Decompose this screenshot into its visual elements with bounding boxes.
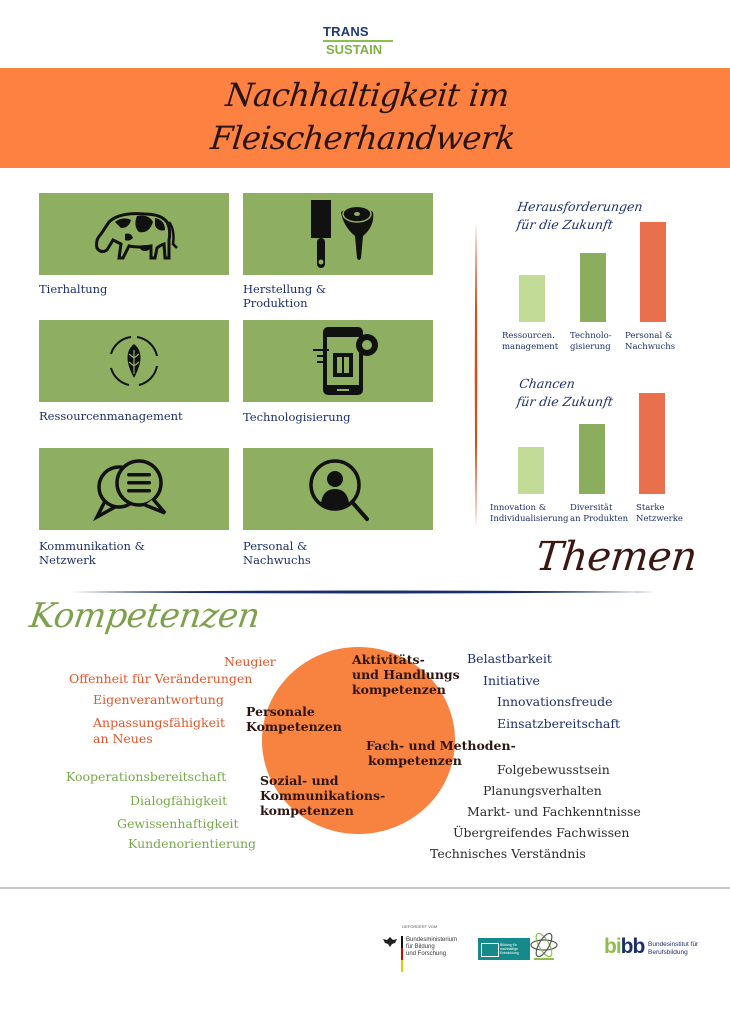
keyword: Planungsverhalten <box>483 783 602 798</box>
competences-heading: Kompetenzen <box>27 596 263 636</box>
keyword: Dialogfähigkeit <box>130 793 228 808</box>
chart-challenges-title <box>513 198 643 234</box>
category-line: und Handlungs <box>352 667 460 682</box>
tile-label-line: Nachwuchs <box>243 553 311 567</box>
tile-technologisierung <box>243 320 433 402</box>
themes-heading: Themen <box>533 534 699 580</box>
bar-label <box>570 503 628 525</box>
bar-label-line: Diversität <box>570 503 613 513</box>
leaf-cycle-icon <box>99 326 169 396</box>
logo-line1: TRANS <box>323 24 369 39</box>
tile-label-line: Herstellung & <box>243 282 327 296</box>
keyword: Technisches Verständnis <box>430 846 586 861</box>
bar-label-line: Innovation & <box>490 503 547 513</box>
category-subject <box>366 738 516 768</box>
bar-label-line: gisierung <box>570 342 611 352</box>
category-line: Kompetenzen <box>246 719 342 734</box>
title-line1: Nachhaltigkeit im <box>223 76 511 114</box>
bar-label-line: Technolo- <box>570 331 612 341</box>
tile-label-line: Personal & <box>243 539 308 553</box>
keyword: Anpassungsfähigkeit <box>93 715 226 730</box>
keyword: an Neues <box>93 731 153 746</box>
bar-technologisierung <box>580 253 606 322</box>
bar-label-line: Nachwuchs <box>625 342 676 352</box>
tile-label-tierhaltung <box>39 282 107 296</box>
page-title <box>0 74 730 160</box>
tile-label-line: Technologisierung <box>243 410 351 424</box>
chart-title-line: für die Zukunft <box>515 217 614 232</box>
category-line: Personale <box>246 704 315 719</box>
chart-title-line: für die Zukunft <box>515 394 614 409</box>
federal-eagle-icon <box>380 936 400 948</box>
bar-label-line: Starke <box>636 503 665 513</box>
funded-by-label: GEFÖRDERT VOM <box>402 924 438 929</box>
tile-label-herstellung <box>243 282 326 310</box>
bmbf-line: Bundesministerium <box>406 937 458 943</box>
tile-label-line: Netzwerk <box>39 553 96 567</box>
flag-bar <box>401 936 403 972</box>
category-line: Aktivitäts- <box>352 652 425 667</box>
keyword: Neugier <box>224 654 276 669</box>
category-social <box>260 773 385 818</box>
bmbf-text <box>406 937 457 958</box>
tile-label-ressourcenmanagement <box>39 409 183 423</box>
bne-logo <box>478 938 530 960</box>
atom-logo-icon <box>528 930 560 962</box>
tile-herstellung <box>243 193 433 275</box>
title-line2: Fleischerhandwerk <box>208 119 517 157</box>
tile-label-line: Tierhaltung <box>39 282 108 296</box>
tile-label-line: Ressourcenmanagement <box>39 409 183 423</box>
bar-label-line: Personal & <box>625 331 673 341</box>
category-line: kompetenzen <box>260 803 354 818</box>
bibb-text <box>648 941 698 956</box>
book-icon <box>481 943 499 957</box>
chart-opportunities-title <box>515 375 616 411</box>
cleaver-and-ham-icon <box>293 196 383 272</box>
category-line: kompetenzen <box>352 682 446 697</box>
tile-label-personal <box>243 539 311 567</box>
bar-diversitaet <box>579 424 605 494</box>
title-banner <box>0 68 730 168</box>
person-search-icon <box>293 451 383 527</box>
bne-line: nachhaltige <box>500 947 518 951</box>
bar-innovation <box>518 447 544 494</box>
bar-label-line: management <box>502 342 559 352</box>
bne-text <box>500 943 519 955</box>
tile-tierhaltung <box>39 193 229 275</box>
keyword: Markt- und Fachkenntnisse <box>467 804 641 819</box>
category-personal <box>246 704 342 734</box>
tile-label-kommunikation <box>39 539 145 567</box>
bibb-line: Bundesinstitut für <box>648 941 699 948</box>
tile-ressourcenmanagement <box>39 320 229 402</box>
keyword: Kundenorientierung <box>128 836 257 851</box>
keyword: Folgebewusstsein <box>497 762 610 777</box>
bmbf-line: für Bildung <box>406 944 435 950</box>
bar-label <box>625 331 675 353</box>
tile-label-line: Produktion <box>243 296 308 310</box>
transsustain-logo <box>323 25 403 57</box>
keyword: Übergreifendes Fachwissen <box>453 825 630 840</box>
bne-line: Entwicklung <box>500 951 519 955</box>
tile-personal <box>243 448 433 530</box>
bar-personal-nachwuchs <box>640 222 666 322</box>
bar-label <box>570 331 612 353</box>
keyword: Offenheit für Veränderungen <box>69 671 253 686</box>
bar-label <box>636 503 683 525</box>
bmbf-line: und Forschung <box>406 951 447 957</box>
keyword: Belastbarkeit <box>467 651 552 666</box>
bar-label-line: Individualisierung <box>490 514 569 524</box>
keyword: Gewissenhaftigkeit <box>117 816 239 831</box>
bar-label-line: Ressourcen. <box>502 331 555 341</box>
bibb-wordmark: bibb <box>604 935 645 958</box>
keyword: Einsatzbereitschaft <box>497 716 621 731</box>
chart-title-line: Chancen <box>518 376 576 391</box>
tile-kommunikation <box>39 448 229 530</box>
logo-line2: SUSTAIN <box>326 42 383 57</box>
horizontal-divider <box>72 589 654 595</box>
bar-label-line: an Produkten <box>570 514 629 524</box>
tile-label-technologisierung <box>243 410 350 424</box>
category-line: Kommunikations- <box>260 788 386 803</box>
bar-ressourcenmanagement <box>519 275 545 322</box>
footer-divider <box>0 887 730 889</box>
keyword: Eigenverantwortung <box>93 692 224 707</box>
keyword: Innovationsfreude <box>497 694 613 709</box>
bar-netzwerke <box>639 393 665 494</box>
bar-label <box>490 503 569 525</box>
vertical-divider <box>472 222 480 528</box>
tile-label-line: Kommunikation & <box>39 539 145 553</box>
category-line: Fach- und Methoden- <box>366 738 516 753</box>
bar-label <box>502 331 558 353</box>
keyword: Initiative <box>483 673 540 688</box>
smartphone-gear-icon <box>293 323 383 399</box>
chart-title-line: Herausforderungen <box>516 199 644 214</box>
cow-icon <box>89 204 179 264</box>
chat-bubbles-icon <box>89 451 179 527</box>
category-activity <box>352 652 460 697</box>
bibb-line: Berufsbildung <box>648 948 688 956</box>
category-line: Sozial- und <box>260 773 339 788</box>
bne-line: Bildung für <box>500 943 517 947</box>
bar-label-line: Netzwerke <box>636 514 683 524</box>
keyword: Kooperationsbereitschaft <box>66 769 227 784</box>
category-line: kompetenzen <box>368 753 462 768</box>
